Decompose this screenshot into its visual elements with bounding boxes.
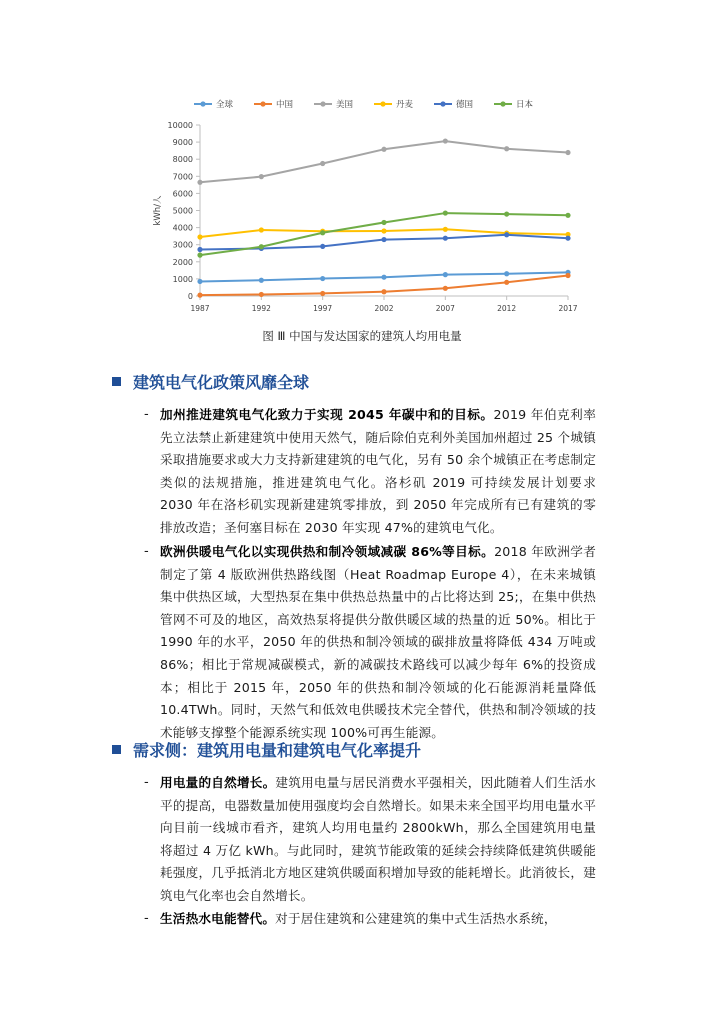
dash-marker: - [144, 544, 149, 559]
data-point [259, 227, 264, 232]
bullet-lead: 用电量的自然增长。 [160, 775, 276, 790]
data-point [381, 147, 386, 152]
legend-label: 日本 [516, 100, 534, 110]
figure-caption: 图 Ⅲ 中国与发达国家的建筑人均用电量 [262, 329, 462, 343]
y-tick-label: 8000 [172, 155, 193, 165]
bullet-body: 2018 年欧洲学者制定了第 4 版欧洲供热路线图（Heat Roadmap Europe 4），在未来城镇集中供热区域，大型热泵在集中供热总热量中的占比将达到 25;，在集中供热管网不可及的地区，高效热泵将提供分散供暖区域的热量的近 50%。相比于 1990 年的水平，2050 年的供热和制冷领域的碳排放量将降低 434 万吨或 86%；相比于常规减碳模式，新的减碳技术路线可以减少每年 6%的投资成本；相比于 2015 年，2050 年的供热和制冷领域的化石能源消耗量降低 10.4TWh。同时，天然气和低效电供暖技术完全替代，供热和制冷领域的技术能够支撑整个能源系统实现 100%可再生能源。 [160, 544, 596, 740]
line-chart [150, 92, 590, 322]
data-point [443, 210, 448, 215]
legend-label: 全球 [216, 100, 234, 110]
bullet-item [144, 772, 596, 908]
data-point [504, 146, 509, 151]
bullet-item [144, 541, 596, 744]
section-title: 需求侧：建筑用电量和建筑电气化率提升 [133, 741, 422, 760]
bullet-lead: 欧洲供暖电气化以实现供热和制冷领域减碳 86%等目标。 [160, 544, 495, 559]
legend-marker [320, 101, 325, 106]
data-point [443, 236, 448, 241]
x-tick-label: 1987 [190, 304, 210, 313]
data-point [259, 278, 264, 283]
data-point [320, 161, 325, 166]
y-tick-label: 0 [187, 292, 193, 301]
data-point [565, 213, 570, 218]
x-tick-label: 2002 [374, 304, 394, 313]
data-point [381, 289, 386, 294]
data-point [197, 279, 202, 284]
y-tick-label: 6000 [172, 189, 193, 199]
data-point [381, 220, 386, 225]
x-tick-label: 2012 [497, 304, 517, 313]
bullet-lead: 加州推进建筑电气化致力于实现 2045 年碳中和的目标。 [160, 407, 494, 422]
bullet-item [144, 908, 596, 931]
data-point [197, 293, 202, 298]
data-point [443, 286, 448, 291]
y-tick-label: 1000 [172, 274, 193, 284]
data-point [443, 227, 448, 232]
square-bullet-icon [112, 377, 121, 386]
data-point [381, 228, 386, 233]
chart-svg [150, 92, 590, 322]
dash-marker: - [144, 775, 149, 790]
dash-marker: - [144, 407, 149, 422]
data-point [504, 211, 509, 216]
data-point [320, 230, 325, 235]
x-tick-label: 2007 [435, 304, 455, 313]
bullet-body: 2019 年伯克利率先立法禁止新建建筑中使用天然气，随后除伯克利外美国加州超过 25 个城镇采取措施要求或大力支持新建建筑的电气化，另有 50 余个城镇正在考虑制定类似的法规措施，推进建筑电气化。洛杉矶 2019 可持续发展计划要求 2030 年在洛杉矶实现新建建筑零排放，到 2050 年完成所有已有建筑的零排放改造；圣何塞目标在 2030 年实现 47%的建筑电气化。 [160, 407, 597, 535]
data-point [197, 253, 202, 258]
bullet-body: 建筑用电量与居民消费水平强相关，因此随着人们生活水平的提高，电器数量加使用强度均会自然增长。如果未来全国平均用电量水平向目前一线城市看齐，建筑人均用电量约 2800kWh，那么全国建筑用电量将超过 4 万亿 kWh。与此同时，建筑节能政策的延续会持续降低建筑供暖能耗强度，几乎抵消北方地区建筑供暖面积增加导致的能耗增长。此消彼长，建筑电气化率也会自然增长。 [160, 775, 596, 903]
y-tick-label: 10000 [167, 121, 193, 130]
bullet-lead: 生活热水电能替代。 [160, 911, 276, 926]
section-heading-1 [112, 370, 309, 393]
data-point [565, 236, 570, 241]
data-point [259, 174, 264, 179]
data-point [504, 280, 509, 285]
data-point [381, 237, 386, 242]
data-point [197, 234, 202, 239]
legend-marker [500, 101, 505, 106]
legend-marker [200, 101, 205, 106]
y-tick-label: 2000 [172, 257, 193, 267]
y-tick-label: 3000 [172, 240, 193, 250]
y-tick-label: 9000 [172, 138, 193, 148]
data-point [320, 244, 325, 249]
x-tick-label: 2017 [558, 304, 578, 313]
data-point [565, 273, 570, 278]
y-tick-label: 7000 [172, 172, 193, 182]
y-tick-label: 5000 [172, 206, 193, 216]
bullet-item [144, 404, 596, 540]
dash-marker: - [144, 911, 149, 926]
data-point [504, 271, 509, 276]
x-tick-label: 1997 [313, 304, 333, 313]
legend-label: 中国 [276, 100, 294, 110]
data-point [197, 180, 202, 185]
data-point [197, 247, 202, 252]
data-point [259, 292, 264, 297]
data-point [443, 138, 448, 143]
square-bullet-icon [112, 745, 121, 754]
bullet-body: 对于居住建筑和公建建筑的集中式生活热水系统， [275, 911, 557, 926]
y-tick-label: 4000 [172, 223, 193, 233]
section-heading-2 [112, 738, 421, 761]
data-point [320, 276, 325, 281]
legend-label: 德国 [456, 100, 474, 110]
legend-label: 美国 [336, 100, 354, 110]
data-point [504, 232, 509, 237]
data-point [320, 291, 325, 296]
section-title: 建筑电气化政策风靡全球 [133, 373, 310, 392]
data-point [381, 275, 386, 280]
legend-marker [260, 101, 265, 106]
data-point [565, 150, 570, 155]
x-tick-label: 1992 [251, 304, 271, 313]
data-point [259, 244, 264, 249]
legend-label: 丹麦 [396, 100, 414, 110]
y-axis-label: kWh/人 [153, 195, 163, 226]
legend-marker [440, 101, 445, 106]
data-point [443, 272, 448, 277]
legend-marker [380, 101, 385, 106]
